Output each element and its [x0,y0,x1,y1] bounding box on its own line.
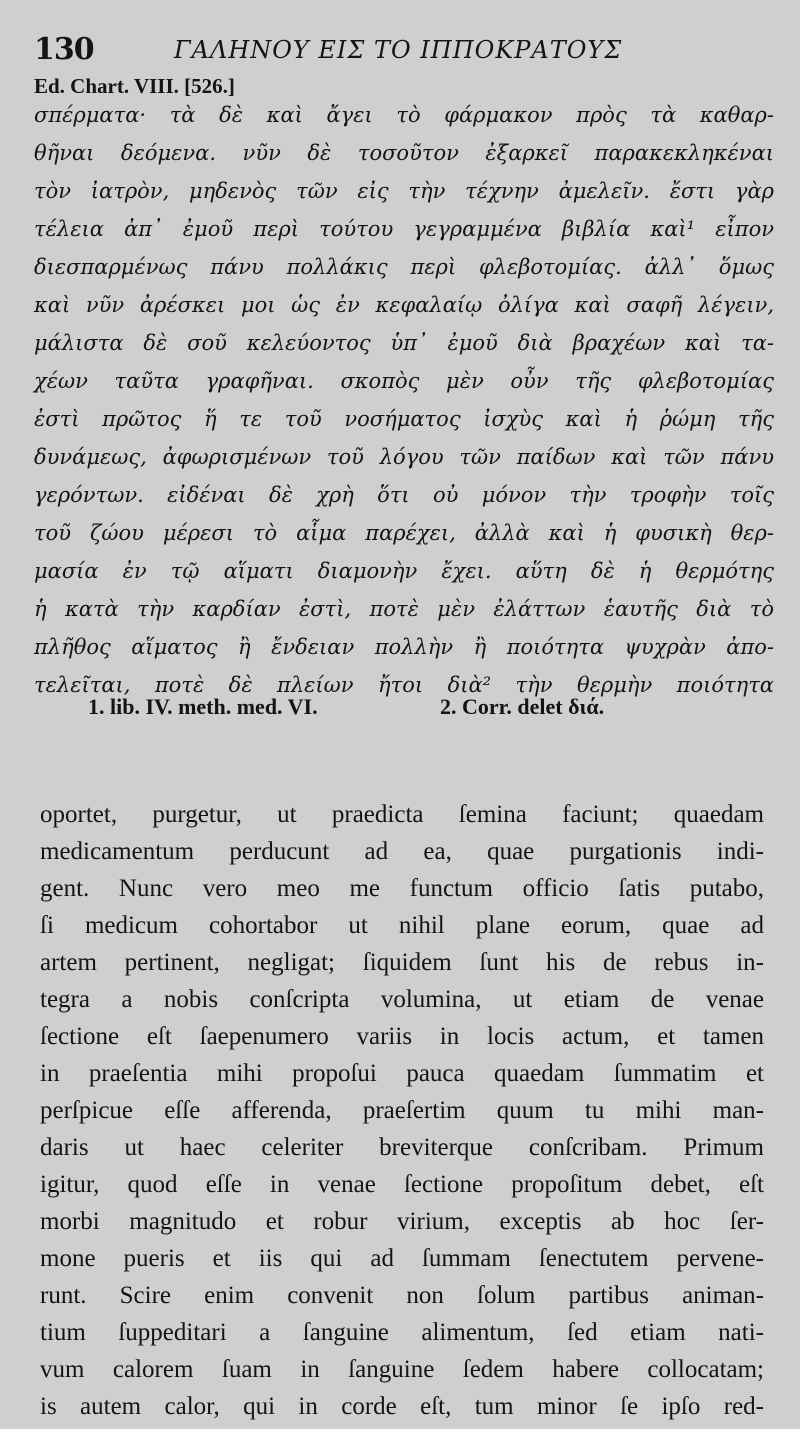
edition-reference: Ed. Chart. VIII. [526.] [34,74,235,98]
latin-text-line: mone pueris et iis qui ad ſummam ſenectutem pervene- [40,1245,764,1272]
latin-text-line: gent. Nunc vero meo me functum officio ſatis putabo, [40,875,764,902]
page-header [34,28,774,68]
latin-text-line: in praeſentia mihi propoſui pauca quaedam ſummatim et [40,1060,764,1087]
latin-text-line: ſectione eſt ſaepenumero variis in locis actum, et tamen [40,1023,764,1050]
latin-text-block [40,796,764,1425]
latin-text-line: igitur, quod eſſe in venae ſectione propoſitum debet, eſt [40,1171,764,1198]
greek-text-line: τὸν ἰατρὸν, μηδενὸς τῶν εἰς τὴν τέχνην ἀμελεῖν. ἔστι γὰρ [34,179,774,203]
greek-text-line: χέων ταῦτα γραφῆναι. σκοπὸς μὲν οὖν τῆς φλεβοτομίας [34,369,774,393]
greek-text-line: θῆναι δεόμενα. νῦν δὲ τοσοῦτον ἐξαρκεῖ παρακεκληκέναι [34,141,774,165]
greek-text-line: καὶ νῦν ἀρέσκει μοι ὡς ἐν κεφαλαίῳ ὀλίγα καὶ σαφῆ λέγειν, [34,293,774,317]
latin-text-line: artem pertinent, negligat; ſiquidem ſunt his de rebus in- [40,949,764,976]
greek-text-line: σπέρματα· τὰ δὲ καὶ ἄγει τὸ φάρμακον πρὸς τὰ καθαρ- [34,103,774,127]
latin-text-line: is autem calor, qui in corde eſt, tum minor ſe ipſo red- [40,1393,764,1420]
greek-text-block [34,96,774,704]
running-title: ΓΑΛΗΝΟΥ ΕΙΣ ΤΟ ΙΠΠΟΚΡΑΤΟΥΣ [174,36,623,64]
footnote-1: 1. lib. IV. meth. med. VI. [88,694,318,719]
latin-text-line: perſpicue eſſe afferenda, praeſertim quum tu mihi man- [40,1097,764,1124]
greek-text-line: ἐστὶ πρῶτος ἥ τε τοῦ νοσήματος ἰσχὺς καὶ ἡ ῥώμη τῆς [34,407,774,431]
footnotes [88,694,728,730]
page-number: 130 [34,32,94,67]
latin-text-line: vum calorem ſuam in ſanguine ſedem habere collocatam; [40,1356,764,1383]
latin-text-line: runt. Scire enim convenit non ſolum partibus animan- [40,1282,764,1309]
greek-text-line: τέλεια ἀπ᾽ ἐμοῦ περὶ τούτου γεγραμμένα βιβλία καὶ¹ εἶπον [34,217,774,241]
greek-text-line: ἡ κατὰ τὴν καρδίαν ἐστὶ, ποτὲ μὲν ἐλάττων ἑαυτῆς διὰ τὸ [34,597,774,621]
greek-text-line: μάλιστα δὲ σοῦ κελεύοντος ὑπ᾽ ἐμοῦ διὰ βραχέων καὶ τα- [34,331,774,355]
latin-text-line: morbi magnitudo et robur virium, exceptis ab hoc ſer- [40,1208,764,1235]
greek-text-line: δυνάμεως, ἀφωρισμένων τοῦ λόγου τῶν παίδων καὶ τῶν πάνυ [34,445,774,469]
latin-text-line: medicamentum perducunt ad ea, quae purgationis indi- [40,838,764,865]
latin-text-line: tium ſuppeditari a ſanguine alimentum, ſed etiam nati- [40,1319,764,1346]
greek-text-line: μασία ἐν τῷ αἵματι διαμονὴν ἔχει. αὕτη δὲ ἡ θερμότης [34,559,774,583]
latin-text-line: tegra a nobis conſcripta volumina, ut etiam de venae [40,986,764,1013]
greek-text-line: γερόντων. εἰδέναι δὲ χρὴ ὅτι οὐ μόνον τὴν τροφὴν τοῖς [34,483,774,507]
greek-text-line: τελεῖται, ποτὲ δὲ πλείων ἤτοι διὰ² τὴν θερμὴν ποιότητα [34,673,774,697]
greek-text-line: τοῦ ζώου μέρεσι τὸ αἷμα παρέχει, ἀλλὰ καὶ ἡ φυσικὴ θερ- [34,521,774,545]
latin-text-line: ſi medicum cohortabor ut nihil plane eorum, quae ad [40,912,764,939]
latin-text-line: oportet, purgetur, ut praedicta ſemina faciunt; quaedam [40,801,764,828]
greek-text-line: διεσπαρμένως πάνυ πολλάκις περὶ φλεβοτομίας. ἀλλ᾽ ὅμως [34,255,774,279]
footnote-2: 2. Corr. delet διά. [440,694,605,719]
greek-text-line: πλῆθος αἵματος ἢ ἔνδειαν πολλὴν ἢ ποιότητα ψυχρὰν ἀπο- [34,635,774,659]
latin-text-line: daris ut haec celeriter breviterque conſcribam. Primum [40,1134,764,1161]
